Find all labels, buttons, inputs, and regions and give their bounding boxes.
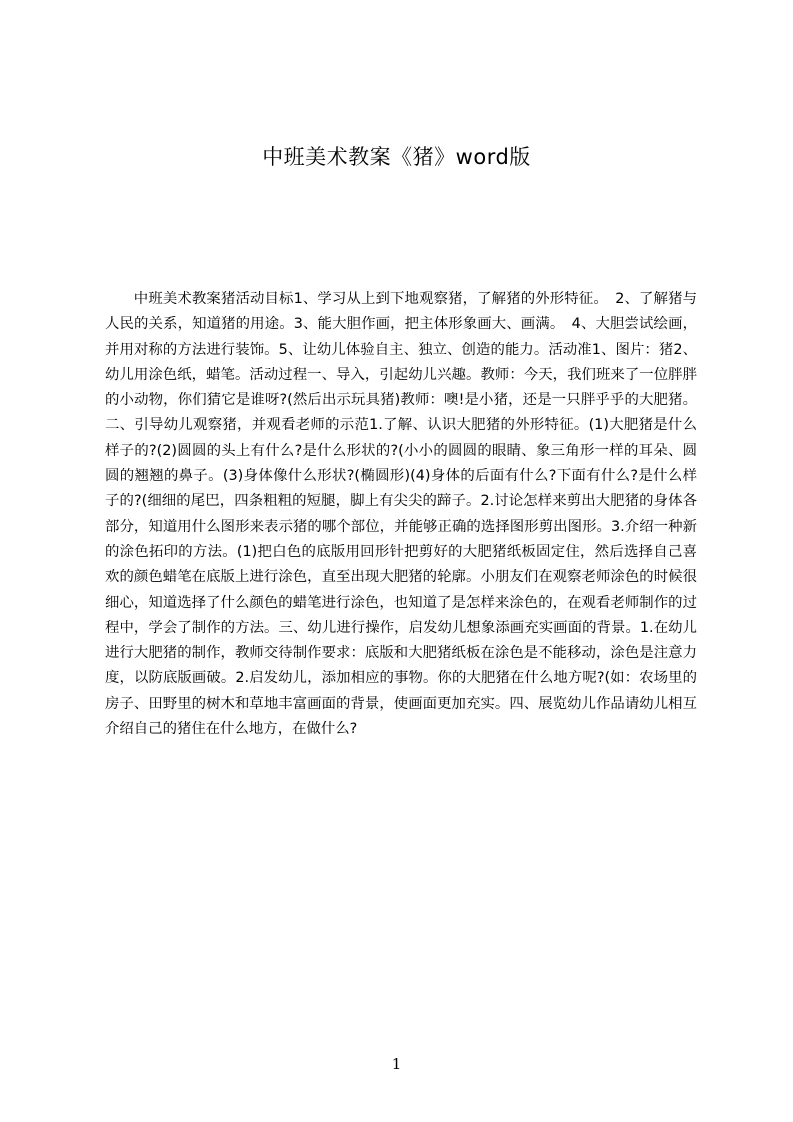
page-number: 1 (391, 1055, 402, 1073)
document-body-paragraph: 中班美术教案猪活动目标1、学习从上到下地观察猪，了解猪的外形特征。 2、了解猪与人民的关系，知道猪的用途。3、能大胆作画，把主体形象画大、画满。 4、大胆尝试绘画，并用对称的方法进行装饰。5、让幼儿体验自主、独立、创造的能力。活动准1、图片：猪2、幼儿用涂色纸，蜡笔。活动过程一、导入，引起幼儿兴趣。教师：今天，我们班来了一位胖胖的小动物，你们猜它是谁呀?(然后出示玩具猪)教师：噢!是小猪，还是一只胖乎乎的大肥猪。二、引导幼儿观察猪，并观看老师的示范1.了解、认识大肥猪的外形特征。(1)大肥猪是什么样子的?(2)圆圆的头上有什么?是什么形状的?(小小的圆圆的眼睛、象三角形一样的耳朵、圆圆的翘翘的鼻子。(3)身体像什么形状?(椭圆形)(4)身体的后面有什么?下面有什么?是什么样子的?(细细的尾巴，四条粗粗的短腿，脚上有尖尖的蹄子。2.讨论怎样来剪出大肥猪的身体各部分，知道用什么图形来表示猪的哪个部位，并能够正确的选择图形剪出图形。3.介绍一种新的涂色拓印的方法。(1)把白色的底版用回形针把剪好的大肥猪纸板固定住，然后选择自己喜欢的颜色蜡笔在底版上进行涂色，直至出现大肥猪的轮廓。小朋友们在观察老师涂色的时候很细心，知道选择了什么颜色的蜡笔进行涂色，也知道了是怎样来涂色的，在观看老师制作的过程中，学会了制作的方法。三、幼儿进行操作，启发幼儿想象添画充实画面的背景。1.在幼儿进行大肥猪的制作，教师交待制作要求：底版和大肥猪纸板在涂色是不能移动，涂色是注意力度，以防底版画破。2.启发幼儿，添加相应的事物。你的大肥猪在什么地方呢?(如：农场里的房子、田野里的树木和草地丰富画面的背景，使画面更加充实。四、展览幼儿作品请幼儿相互介绍自己的猪住在什么地方，在做什么? (105, 291, 697, 738)
document-title: 中班美术教案《猪》word版 (262, 145, 531, 169)
